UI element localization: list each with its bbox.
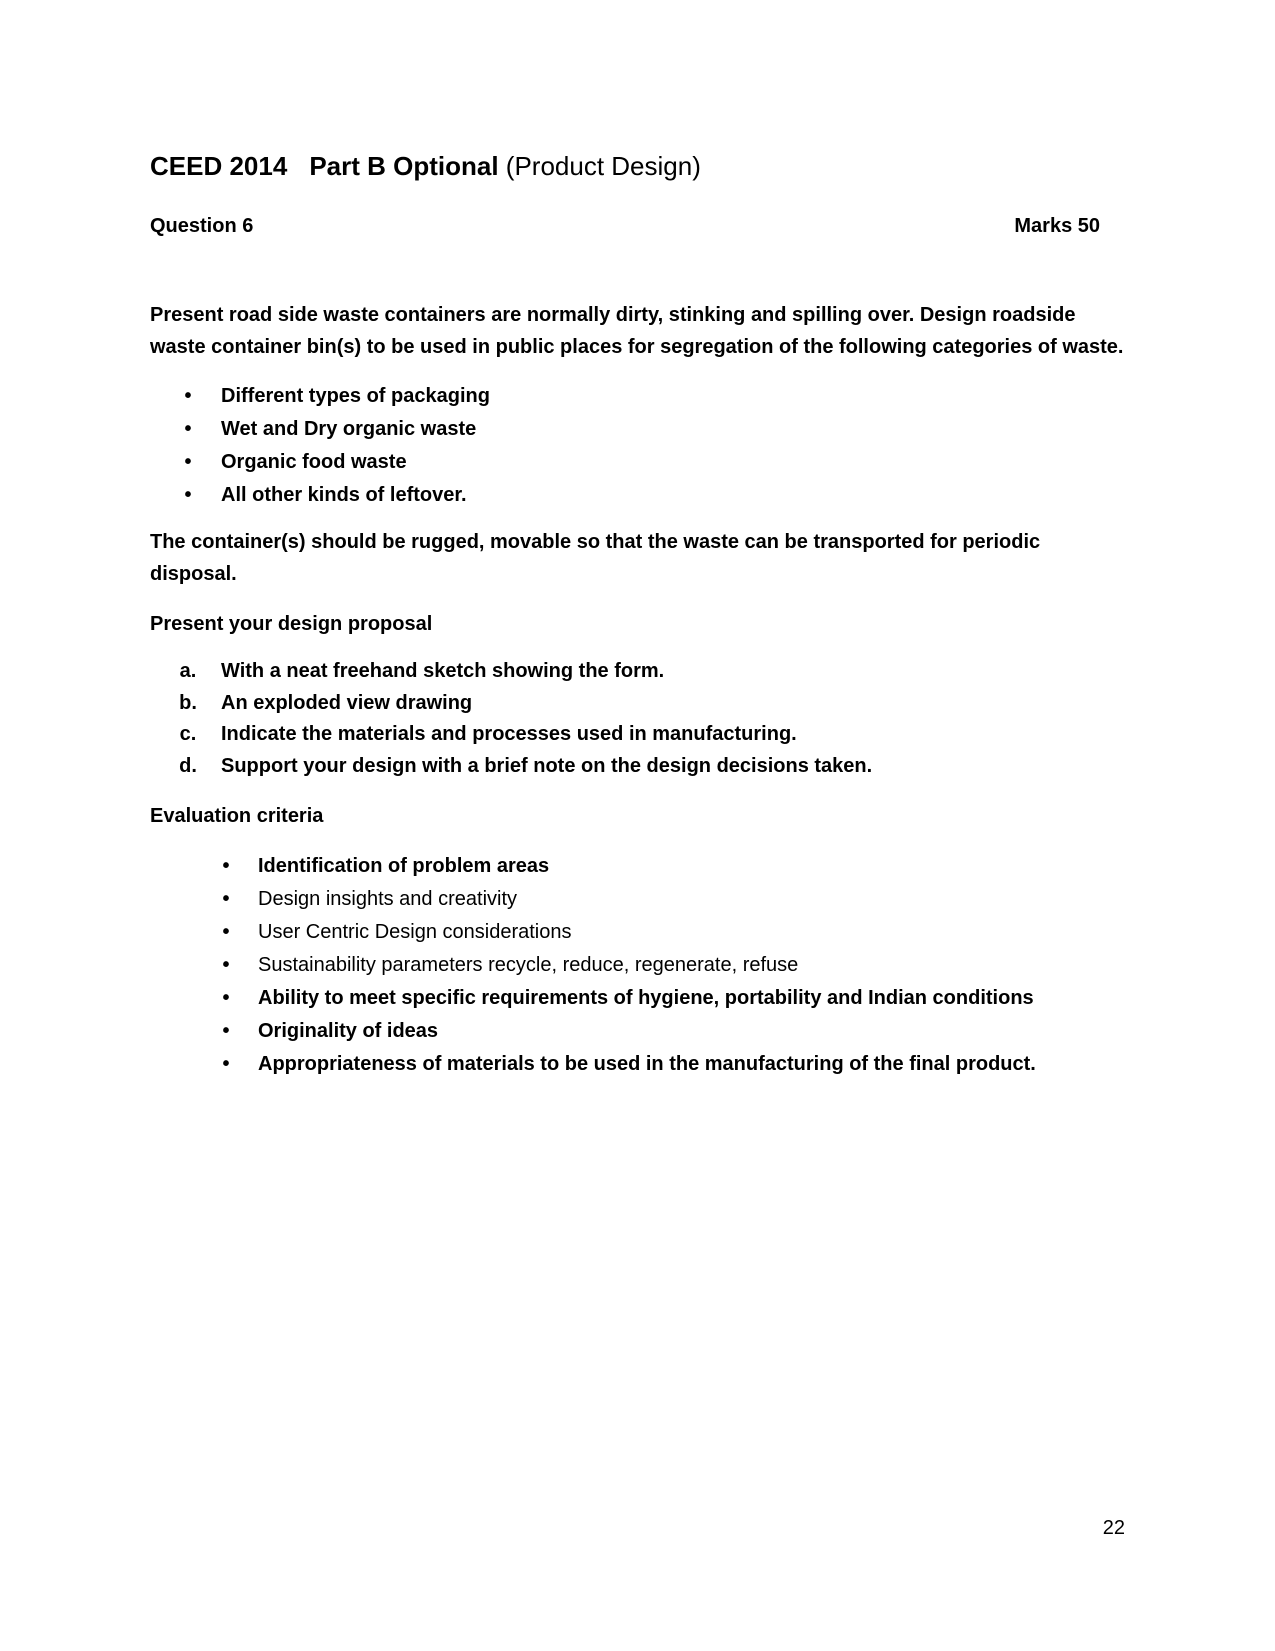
bullet-icon: • [222,1053,230,1075]
evaluation-heading: Evaluation criteria [150,805,324,827]
list-item [150,982,1036,1015]
list-item-text: Ability to meet specific requirements of hygiene, portability and Indian conditions [258,987,1034,1009]
list-item [150,688,872,720]
list-marker: b. [179,691,197,714]
proposal-list [150,656,872,782]
marks-label: Marks 50 [1014,215,1100,237]
list-item [150,1048,1036,1081]
intro-paragraph: Present road side waste containers are normally dirty, stinking and spilling over. Design roadside waste container bin(s) to be used in public places for segregation of the following categories of waste. [150,304,1124,358]
list-item-text: Support your design with a brief note on the design decisions taken. [221,754,873,777]
list-item [150,751,872,783]
waste-category-list [150,380,490,512]
list-item [150,719,872,751]
list-item [150,380,490,413]
list-item [150,479,490,512]
bullet-icon: • [184,385,192,407]
bullet-icon: • [222,954,230,976]
bullet-icon: • [222,987,230,1009]
list-item-text: User Centric Design considerations [258,921,572,943]
evaluation-criteria-list [150,850,1036,1081]
list-item-text: Indicate the materials and processes used in manufacturing. [221,723,797,745]
list-item-text: Appropriateness of materials to be used in the manufacturing of the final product. [258,1053,1036,1075]
list-item-text: Wet and Dry organic waste [221,418,477,440]
list-marker: a. [179,660,197,682]
bullet-icon: • [222,888,230,910]
bullet-icon: • [222,1020,230,1042]
question-row [150,213,1100,239]
list-marker: d. [179,754,197,777]
page-title [150,150,701,182]
question-label: Question 6 [150,215,254,237]
list-item-text: Originality of ideas [258,1020,439,1042]
list-item-text: Sustainability parameters recycle, reduce, regenerate, refuse [258,954,799,976]
list-item-text: All other kinds of leftover. [221,484,467,506]
exam-name: CEED 2014 [150,151,288,181]
subject-name: (Product Design) [505,151,701,181]
list-item [150,413,490,446]
bullet-icon: • [184,451,192,473]
list-item [150,1015,1036,1048]
list-item-text: Different types of packaging [221,385,490,407]
bullet-icon: • [222,921,230,943]
list-item [150,850,1036,883]
list-item-text: With a neat freehand sketch showing the form. [221,660,665,682]
container-note-paragraph: The container(s) should be rugged, movable so that the waste can be transported for periodic disposal. [150,531,1041,585]
list-marker: c. [179,723,197,745]
list-item-text: Identification of problem areas [258,855,550,877]
list-item-text: Design insights and creativity [258,888,518,910]
list-item-text: An exploded view drawing [221,691,473,714]
proposal-heading: Present your design proposal [150,613,433,635]
bullet-icon: • [184,484,192,506]
list-item [150,446,490,479]
list-item [150,656,872,688]
bullet-icon: • [184,418,192,440]
list-item-text: Organic food waste [221,451,407,473]
page-number: 22 [1102,1517,1125,1539]
list-item [150,949,1036,982]
part-name: Part B Optional [309,151,499,181]
list-item [150,883,1036,916]
list-item [150,916,1036,949]
bullet-icon: • [222,855,230,877]
